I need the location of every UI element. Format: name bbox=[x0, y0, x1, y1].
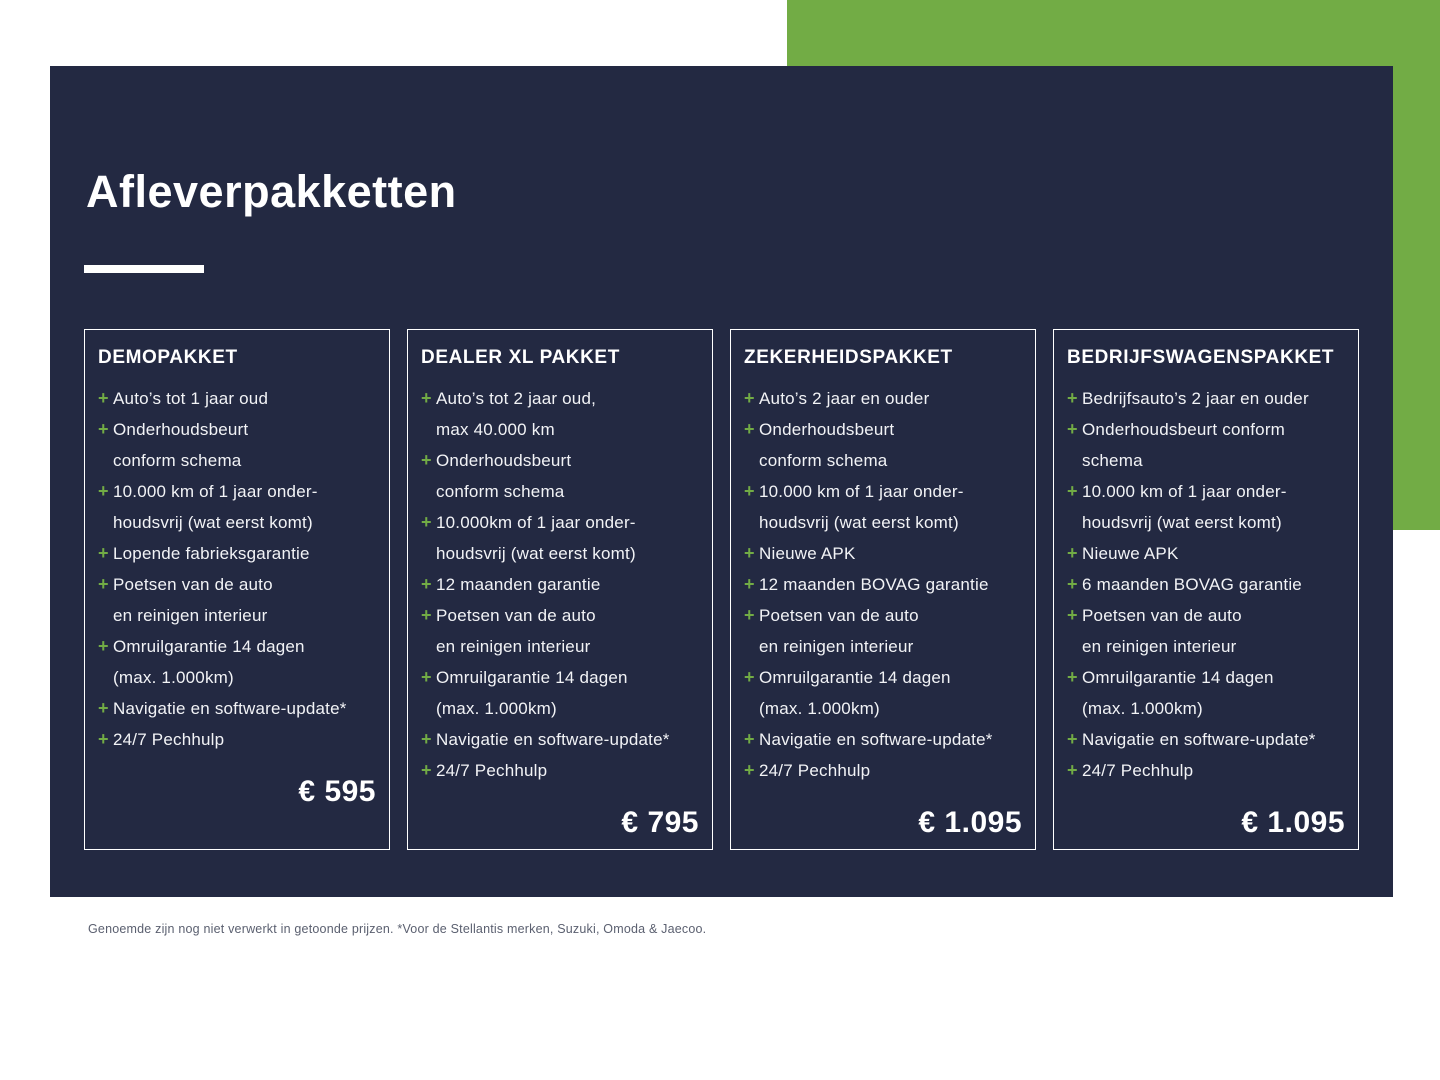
package-feature-item bbox=[421, 538, 699, 569]
package-feature-item bbox=[98, 662, 376, 693]
plus-icon: + bbox=[98, 698, 109, 718]
package-feature-text: en reinigen interieur bbox=[1082, 637, 1237, 656]
package-feature-item bbox=[744, 414, 1022, 445]
plus-icon: + bbox=[98, 574, 109, 594]
package-feature-item bbox=[421, 600, 699, 631]
plus-icon: + bbox=[98, 388, 109, 408]
package-feature-item bbox=[421, 445, 699, 476]
plus-icon: + bbox=[744, 481, 755, 501]
plus-icon: + bbox=[1067, 574, 1078, 594]
package-card-dealer-xl bbox=[407, 329, 713, 850]
plus-icon: + bbox=[1067, 667, 1078, 687]
package-feature-text: 24/7 Pechhulp bbox=[1082, 761, 1194, 780]
plus-icon: + bbox=[744, 419, 755, 439]
package-feature-item bbox=[421, 693, 699, 724]
package-feature-item bbox=[421, 507, 699, 538]
package-feature-text: Onderhoudsbeurt bbox=[436, 451, 572, 470]
plus-icon: + bbox=[744, 605, 755, 625]
package-feature-text: 12 maanden garantie bbox=[436, 575, 601, 594]
plus-icon: + bbox=[1067, 760, 1078, 780]
package-feature-text: 10.000 km of 1 jaar onder- bbox=[1082, 482, 1287, 501]
package-card-title: ZEKERHEIDSPAKKET bbox=[744, 347, 953, 368]
package-feature-item bbox=[98, 383, 376, 414]
plus-icon: + bbox=[421, 450, 432, 470]
package-feature-text: (max. 1.000km) bbox=[113, 668, 234, 687]
packages-panel bbox=[50, 66, 1393, 897]
package-cards-row bbox=[84, 329, 1360, 850]
package-feature-text: Omruilgarantie 14 dagen bbox=[1082, 668, 1274, 687]
plus-icon: + bbox=[421, 388, 432, 408]
plus-icon: + bbox=[98, 636, 109, 656]
package-feature-item bbox=[98, 631, 376, 662]
package-feature-item bbox=[1067, 476, 1345, 507]
package-feature-text: Navigatie en software-update* bbox=[113, 699, 347, 718]
package-feature-text: houdsvrij (wat eerst komt) bbox=[436, 544, 636, 563]
package-feature-text: Nieuwe APK bbox=[759, 544, 856, 563]
footnote: Genoemde zijn nog niet verwerkt in getoonde prijzen. *Voor de Stellantis merken, Suzuki, Omoda & Jaecoo. bbox=[88, 922, 707, 936]
package-feature-item bbox=[421, 414, 699, 445]
package-feature-list bbox=[1067, 383, 1345, 786]
package-feature-text: houdsvrij (wat eerst komt) bbox=[759, 513, 959, 532]
plus-icon: + bbox=[98, 729, 109, 749]
package-feature-text: Onderhoudsbeurt bbox=[113, 420, 249, 439]
package-feature-text: conform schema bbox=[113, 451, 242, 470]
package-feature-item bbox=[1067, 755, 1345, 786]
package-feature-item bbox=[98, 600, 376, 631]
package-feature-text: en reinigen interieur bbox=[113, 606, 268, 625]
package-feature-item bbox=[421, 383, 699, 414]
package-feature-text: max 40.000 km bbox=[436, 420, 555, 439]
package-feature-item bbox=[744, 569, 1022, 600]
package-feature-text: (max. 1.000km) bbox=[1082, 699, 1203, 718]
package-feature-item bbox=[98, 724, 376, 755]
package-card-demopakket bbox=[84, 329, 390, 850]
package-feature-item bbox=[1067, 724, 1345, 755]
package-feature-text: en reinigen interieur bbox=[436, 637, 591, 656]
package-feature-item bbox=[421, 724, 699, 755]
package-feature-item bbox=[744, 538, 1022, 569]
package-feature-item bbox=[98, 476, 376, 507]
package-feature-item bbox=[1067, 600, 1345, 631]
package-feature-item bbox=[98, 507, 376, 538]
plus-icon: + bbox=[421, 667, 432, 687]
package-feature-item bbox=[421, 662, 699, 693]
package-feature-text: Auto’s tot 1 jaar oud bbox=[113, 389, 269, 408]
package-feature-text: Nieuwe APK bbox=[1082, 544, 1179, 563]
package-feature-item bbox=[421, 476, 699, 507]
package-feature-text: 10.000 km of 1 jaar onder- bbox=[759, 482, 964, 501]
package-card-title: DEALER XL PAKKET bbox=[421, 347, 620, 368]
package-feature-text: Lopende fabrieksgarantie bbox=[113, 544, 310, 563]
package-feature-text: Navigatie en software-update* bbox=[436, 730, 670, 749]
package-feature-text: houdsvrij (wat eerst komt) bbox=[1082, 513, 1282, 532]
package-feature-item bbox=[744, 476, 1022, 507]
plus-icon: + bbox=[744, 760, 755, 780]
package-feature-item bbox=[744, 383, 1022, 414]
package-card-zekerheidspakket bbox=[730, 329, 1036, 850]
package-feature-text: (max. 1.000km) bbox=[436, 699, 557, 718]
plus-icon: + bbox=[1067, 543, 1078, 563]
plus-icon: + bbox=[421, 574, 432, 594]
package-feature-item bbox=[98, 538, 376, 569]
package-feature-text: conform schema bbox=[436, 482, 565, 501]
package-feature-text: Omruilgarantie 14 dagen bbox=[759, 668, 951, 687]
package-feature-text: Auto’s tot 2 jaar oud, bbox=[436, 389, 597, 408]
package-price: € 1.095 bbox=[1241, 806, 1345, 839]
package-feature-item bbox=[1067, 383, 1345, 414]
package-feature-text: Onderhoudsbeurt conform bbox=[1082, 420, 1286, 439]
plus-icon: + bbox=[421, 760, 432, 780]
package-feature-text: schema bbox=[1082, 451, 1143, 470]
package-card-title: BEDRIJFSWAGENSPAKKET bbox=[1067, 347, 1335, 368]
package-feature-text: 24/7 Pechhulp bbox=[436, 761, 548, 780]
package-feature-text: Omruilgarantie 14 dagen bbox=[113, 637, 305, 656]
package-price: € 795 bbox=[621, 806, 699, 839]
package-feature-text: Poetsen van de auto bbox=[1082, 606, 1242, 625]
package-card-title: DEMOPAKKET bbox=[98, 347, 238, 368]
package-feature-text: 6 maanden BOVAG garantie bbox=[1082, 575, 1302, 594]
plus-icon: + bbox=[1067, 419, 1078, 439]
package-feature-item bbox=[98, 569, 376, 600]
package-feature-text: en reinigen interieur bbox=[759, 637, 914, 656]
plus-icon: + bbox=[744, 574, 755, 594]
plus-icon: + bbox=[744, 388, 755, 408]
plus-icon: + bbox=[98, 419, 109, 439]
plus-icon: + bbox=[744, 729, 755, 749]
package-feature-item bbox=[744, 755, 1022, 786]
package-feature-item bbox=[1067, 507, 1345, 538]
plus-icon: + bbox=[1067, 388, 1078, 408]
plus-icon: + bbox=[98, 481, 109, 501]
package-feature-text: Poetsen van de auto bbox=[759, 606, 919, 625]
package-feature-item bbox=[1067, 569, 1345, 600]
plus-icon: + bbox=[744, 543, 755, 563]
package-feature-item bbox=[744, 631, 1022, 662]
package-feature-text: 10.000 km of 1 jaar onder- bbox=[113, 482, 318, 501]
package-feature-text: 12 maanden BOVAG garantie bbox=[759, 575, 989, 594]
package-price: € 595 bbox=[298, 775, 376, 808]
package-feature-item bbox=[744, 600, 1022, 631]
package-feature-text: Omruilgarantie 14 dagen bbox=[436, 668, 628, 687]
package-price: € 1.095 bbox=[918, 806, 1022, 839]
package-feature-item bbox=[421, 755, 699, 786]
plus-icon: + bbox=[421, 605, 432, 625]
package-feature-item bbox=[744, 693, 1022, 724]
package-feature-item bbox=[421, 569, 699, 600]
page-title: Afleverpakketten bbox=[86, 166, 457, 217]
plus-icon: + bbox=[421, 512, 432, 532]
package-feature-item bbox=[1067, 631, 1345, 662]
package-feature-text: 24/7 Pechhulp bbox=[113, 730, 225, 749]
package-card-bedrijfswagenspakket bbox=[1053, 329, 1359, 850]
package-feature-item bbox=[1067, 662, 1345, 693]
package-feature-text: Navigatie en software-update* bbox=[1082, 730, 1316, 749]
package-feature-text: Auto’s 2 jaar en ouder bbox=[759, 389, 930, 408]
plus-icon: + bbox=[744, 667, 755, 687]
plus-icon: + bbox=[98, 543, 109, 563]
package-feature-item bbox=[1067, 538, 1345, 569]
package-feature-item bbox=[1067, 693, 1345, 724]
package-feature-text: Poetsen van de auto bbox=[436, 606, 596, 625]
package-feature-list bbox=[98, 383, 376, 755]
plus-icon: + bbox=[1067, 729, 1078, 749]
package-feature-text: houdsvrij (wat eerst komt) bbox=[113, 513, 313, 532]
package-feature-item bbox=[1067, 445, 1345, 476]
package-feature-item bbox=[98, 414, 376, 445]
plus-icon: + bbox=[421, 729, 432, 749]
plus-icon: + bbox=[1067, 605, 1078, 625]
package-feature-text: Onderhoudsbeurt bbox=[759, 420, 895, 439]
package-feature-list bbox=[421, 383, 699, 786]
package-feature-text: Navigatie en software-update* bbox=[759, 730, 993, 749]
package-feature-text: Bedrijfsauto’s 2 jaar en ouder bbox=[1082, 389, 1309, 408]
title-underline-bar bbox=[84, 265, 204, 273]
package-feature-item bbox=[744, 445, 1022, 476]
package-feature-text: (max. 1.000km) bbox=[759, 699, 880, 718]
package-feature-item bbox=[744, 724, 1022, 755]
plus-icon: + bbox=[1067, 481, 1078, 501]
package-feature-item bbox=[421, 631, 699, 662]
package-feature-item bbox=[98, 693, 376, 724]
package-feature-text: conform schema bbox=[759, 451, 888, 470]
package-feature-item bbox=[98, 445, 376, 476]
package-feature-text: 24/7 Pechhulp bbox=[759, 761, 871, 780]
package-feature-item bbox=[744, 662, 1022, 693]
package-feature-list bbox=[744, 383, 1022, 786]
package-feature-item bbox=[744, 507, 1022, 538]
package-feature-item bbox=[1067, 414, 1345, 445]
package-feature-text: Poetsen van de auto bbox=[113, 575, 273, 594]
package-feature-text: 10.000km of 1 jaar onder- bbox=[436, 513, 636, 532]
